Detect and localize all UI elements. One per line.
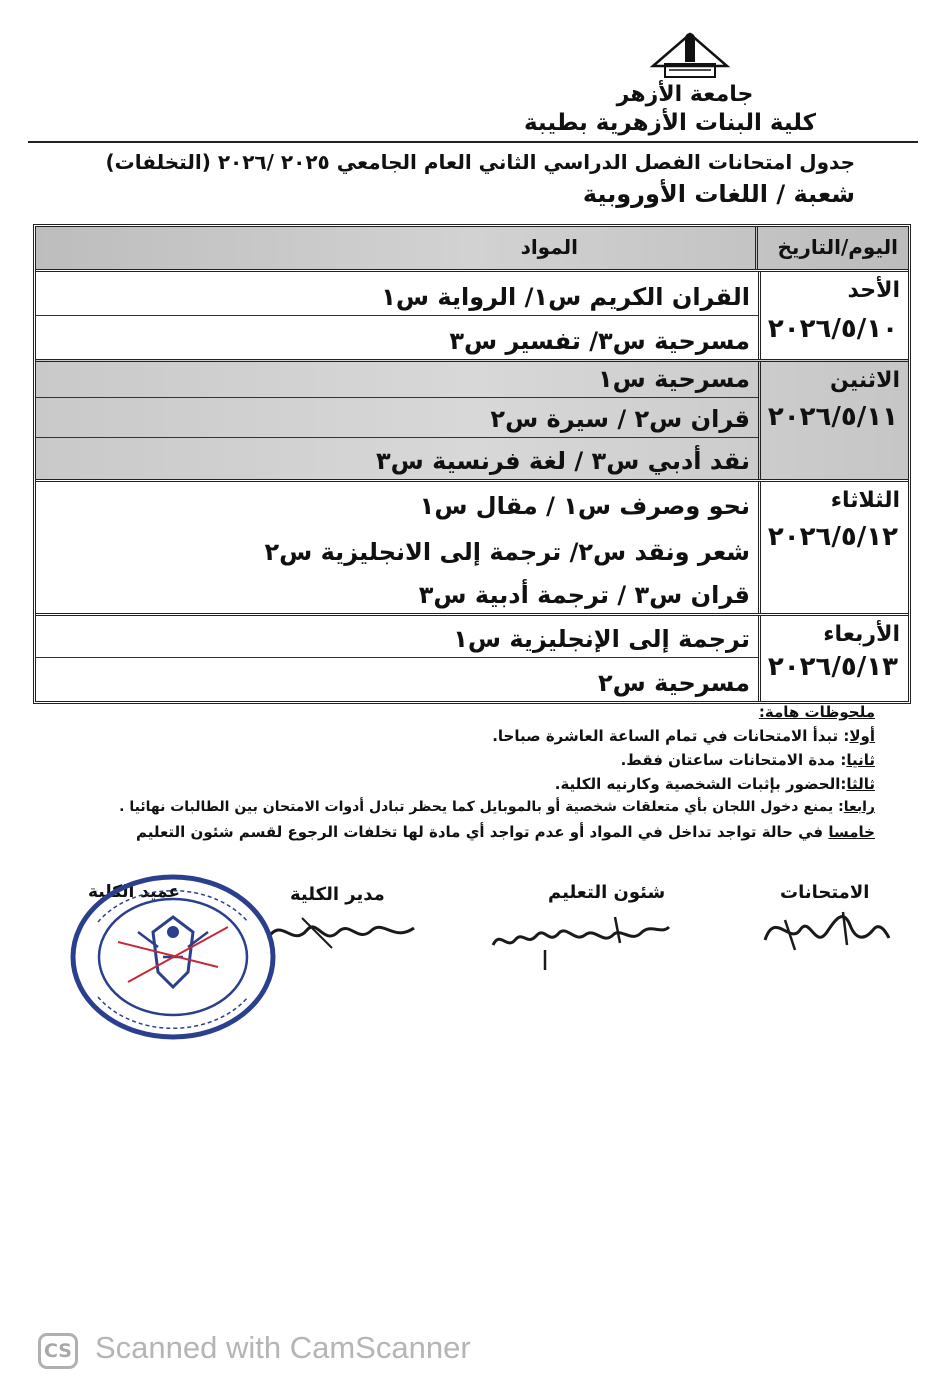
subject-text: نحو وصرف س١ / مقال س١	[419, 492, 750, 520]
notes-heading: ملحوظات هامة:	[758, 703, 875, 721]
schedule-title: جدول امتحانات الفصل الدراسي الثاني العام الجامعي ٢٠٢٥ /٢٠٢٦ (التخلفات)	[105, 150, 855, 174]
official-stamp	[68, 872, 278, 1042]
note-item	[136, 823, 875, 841]
college-director-signature-title: مدير الكلية	[290, 884, 385, 905]
day-label: الثلاثاء	[830, 488, 900, 513]
subject-line	[36, 616, 758, 658]
subjects-cell	[36, 482, 758, 613]
subject-text: مسرحية س٣/ تفسير س٣	[449, 327, 750, 355]
al-azhar-logo-icon	[645, 26, 735, 84]
table-row-monday	[36, 359, 908, 479]
subject-text: مسرحية س١	[598, 365, 750, 393]
subjects-cell	[36, 616, 758, 701]
header-divider	[28, 141, 918, 143]
exams-signature	[755, 900, 895, 960]
subject-line	[36, 438, 758, 479]
subject-text: قران س٣ / ترجمة أدبية س٣	[418, 581, 750, 609]
column-divider	[755, 227, 758, 269]
day-date-cell	[758, 272, 908, 359]
college-name: كلية البنات الأزهرية بطيبة	[523, 110, 817, 136]
day-date-cell	[758, 362, 908, 479]
table-row-tuesday	[36, 479, 908, 613]
dean-signature-title: عميد الكلية	[88, 882, 180, 902]
subject-line	[36, 658, 758, 701]
table-row-sunday	[36, 269, 908, 359]
note-item	[555, 775, 875, 793]
exam-schedule-table	[33, 224, 911, 704]
subjects-cell	[36, 362, 758, 479]
subject-line	[36, 524, 758, 570]
exams-signature-title: الامتحانات	[780, 882, 870, 903]
subject-line	[36, 362, 758, 398]
note-text: في حالة تواجد تداخل في المواد أو عدم تواجد أي مادة لها تخلفات الرجوع لقسم شئون التعليم	[135, 823, 829, 841]
subject-line	[36, 398, 758, 438]
subject-text: شعر ونقد س٢/ ترجمة إلى الانجليزية س٢	[264, 538, 750, 566]
subject-line	[36, 272, 758, 316]
note-text: : تبدأ الامتحانات في تمام الساعة العاشرة صباحا.	[492, 727, 850, 745]
subject-text: ترجمة إلى الإنجليزية س١	[453, 625, 750, 653]
education-affairs-signature-title: شئون التعليم	[548, 882, 666, 903]
note-text: : يمنع دخول اللجان بأي متعلقات شخصية أو بالموبايل كما يحظر تبادل أدوات الامتحان بين الطالبات نهائيا .	[119, 799, 844, 815]
day-label: الأحد	[847, 278, 900, 303]
subject-text: القران الكريم س١/ الرواية س١	[381, 283, 750, 311]
date-column-header: اليوم/التاريخ	[777, 235, 898, 259]
note-item	[119, 799, 875, 815]
day-date-cell	[758, 482, 908, 613]
education-affairs-signature	[485, 905, 675, 975]
day-date-cell	[758, 616, 908, 701]
note-key: خامسا	[828, 823, 875, 841]
note-text: :الحضور بإثبات الشخصية وكارنيه الكلية.	[554, 775, 847, 793]
note-text: : مدة الامتحانات ساعتان فقط.	[620, 751, 847, 769]
subject-text: مسرحية س٢	[598, 669, 750, 697]
subject-line	[36, 570, 758, 613]
university-name: جامعة الأزهر	[616, 82, 754, 107]
day-label: الأربعاء	[823, 622, 900, 647]
subject-line	[36, 482, 758, 524]
date-label: ٢٠٢٦/٥/١٢	[767, 522, 898, 552]
camscanner-logo-icon: CS	[38, 1333, 78, 1369]
subject-text: قران س٢ / سيرة س٢	[490, 405, 750, 433]
college-director-signature	[262, 908, 422, 958]
table-header-row	[36, 227, 908, 269]
table-row-wednesday	[36, 613, 908, 701]
note-item	[621, 751, 875, 769]
note-key: رابعا	[843, 799, 875, 815]
subject-text: نقد أدبي س٣ / لغة فرنسية س٣	[376, 447, 750, 475]
day-label: الاثنين	[830, 368, 900, 393]
date-label: ٢٠٢٦/٥/١٣	[767, 652, 898, 682]
note-key: ثانيا	[846, 751, 875, 769]
note-item	[492, 727, 875, 745]
subject-line	[36, 316, 758, 359]
note-key: ثالثا	[846, 775, 875, 793]
date-label: ٢٠٢٦/٥/١٠	[767, 314, 898, 344]
date-label: ٢٠٢٦/٥/١١	[767, 402, 898, 432]
camscanner-watermark-text: Scanned with CamScanner	[95, 1330, 471, 1365]
department-title: شعبة / اللغات الأوروبية	[582, 180, 855, 208]
subjects-cell	[36, 272, 758, 359]
note-key: أولا	[849, 727, 875, 745]
subjects-column-header: المواد	[520, 235, 578, 259]
